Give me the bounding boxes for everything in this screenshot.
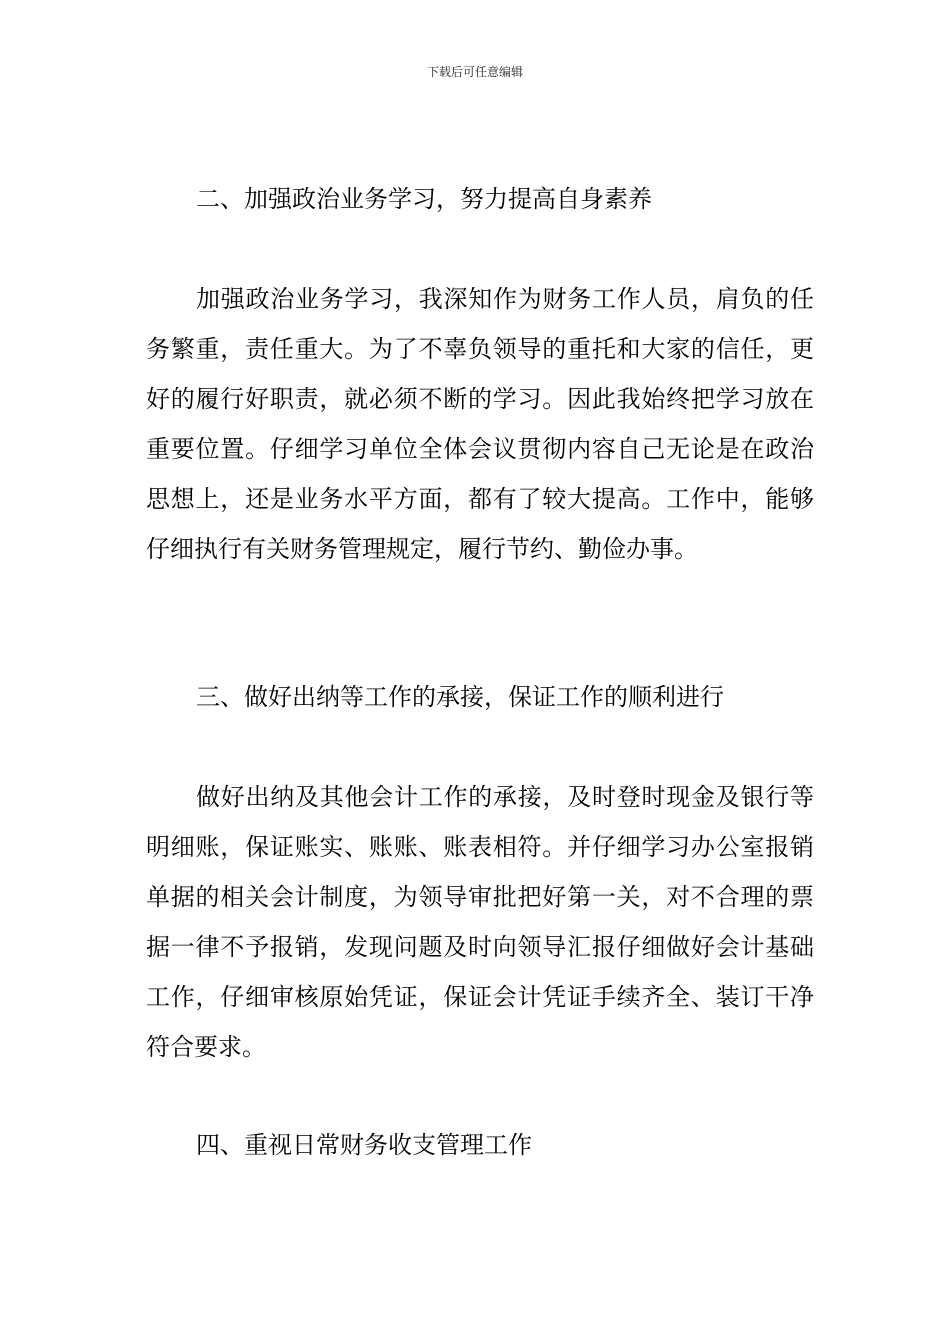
section-paragraph-3: 做好出纳及其他会计工作的承接，及时登时现金及银行等明细账，保证账实、账账、账表相符。并仔细学习办公室报销单据的相关会计制度，为领导审批把好第一关，对不合理的票据一律不予报销，发现问题及时向领导汇报仔细做好会计基础工作，仔细审核原始凭证，保证会计凭证手续齐全、装订干净符合要求。 <box>146 783 814 1061</box>
section-heading-4: 四、重视日常财务收支管理工作 <box>196 1131 532 1159</box>
section-paragraph-2: 加强政治业务学习，我深知作为财务工作人员，肩负的任务繁重，责任重大。为了不辜负领导的重托和大家的信任，更好的履行好职责，就必须不断的学习。因此我始终把学习放在重要位置。仔细学习单位全体会议贯彻内容自己无论是在政治思想上，还是业务水平方面，都有了较大提高。工作中，能够仔细执行有关财务管理规定，履行节约、勤俭办事。 <box>146 285 814 563</box>
header-note: 下载后可任意编辑 <box>426 65 523 79</box>
section-heading-2: 二、加强政治业务学习，努力提高自身素养 <box>196 185 652 213</box>
section-heading-3: 三、做好出纳等工作的承接，保证工作的顺利进行 <box>196 683 724 711</box>
